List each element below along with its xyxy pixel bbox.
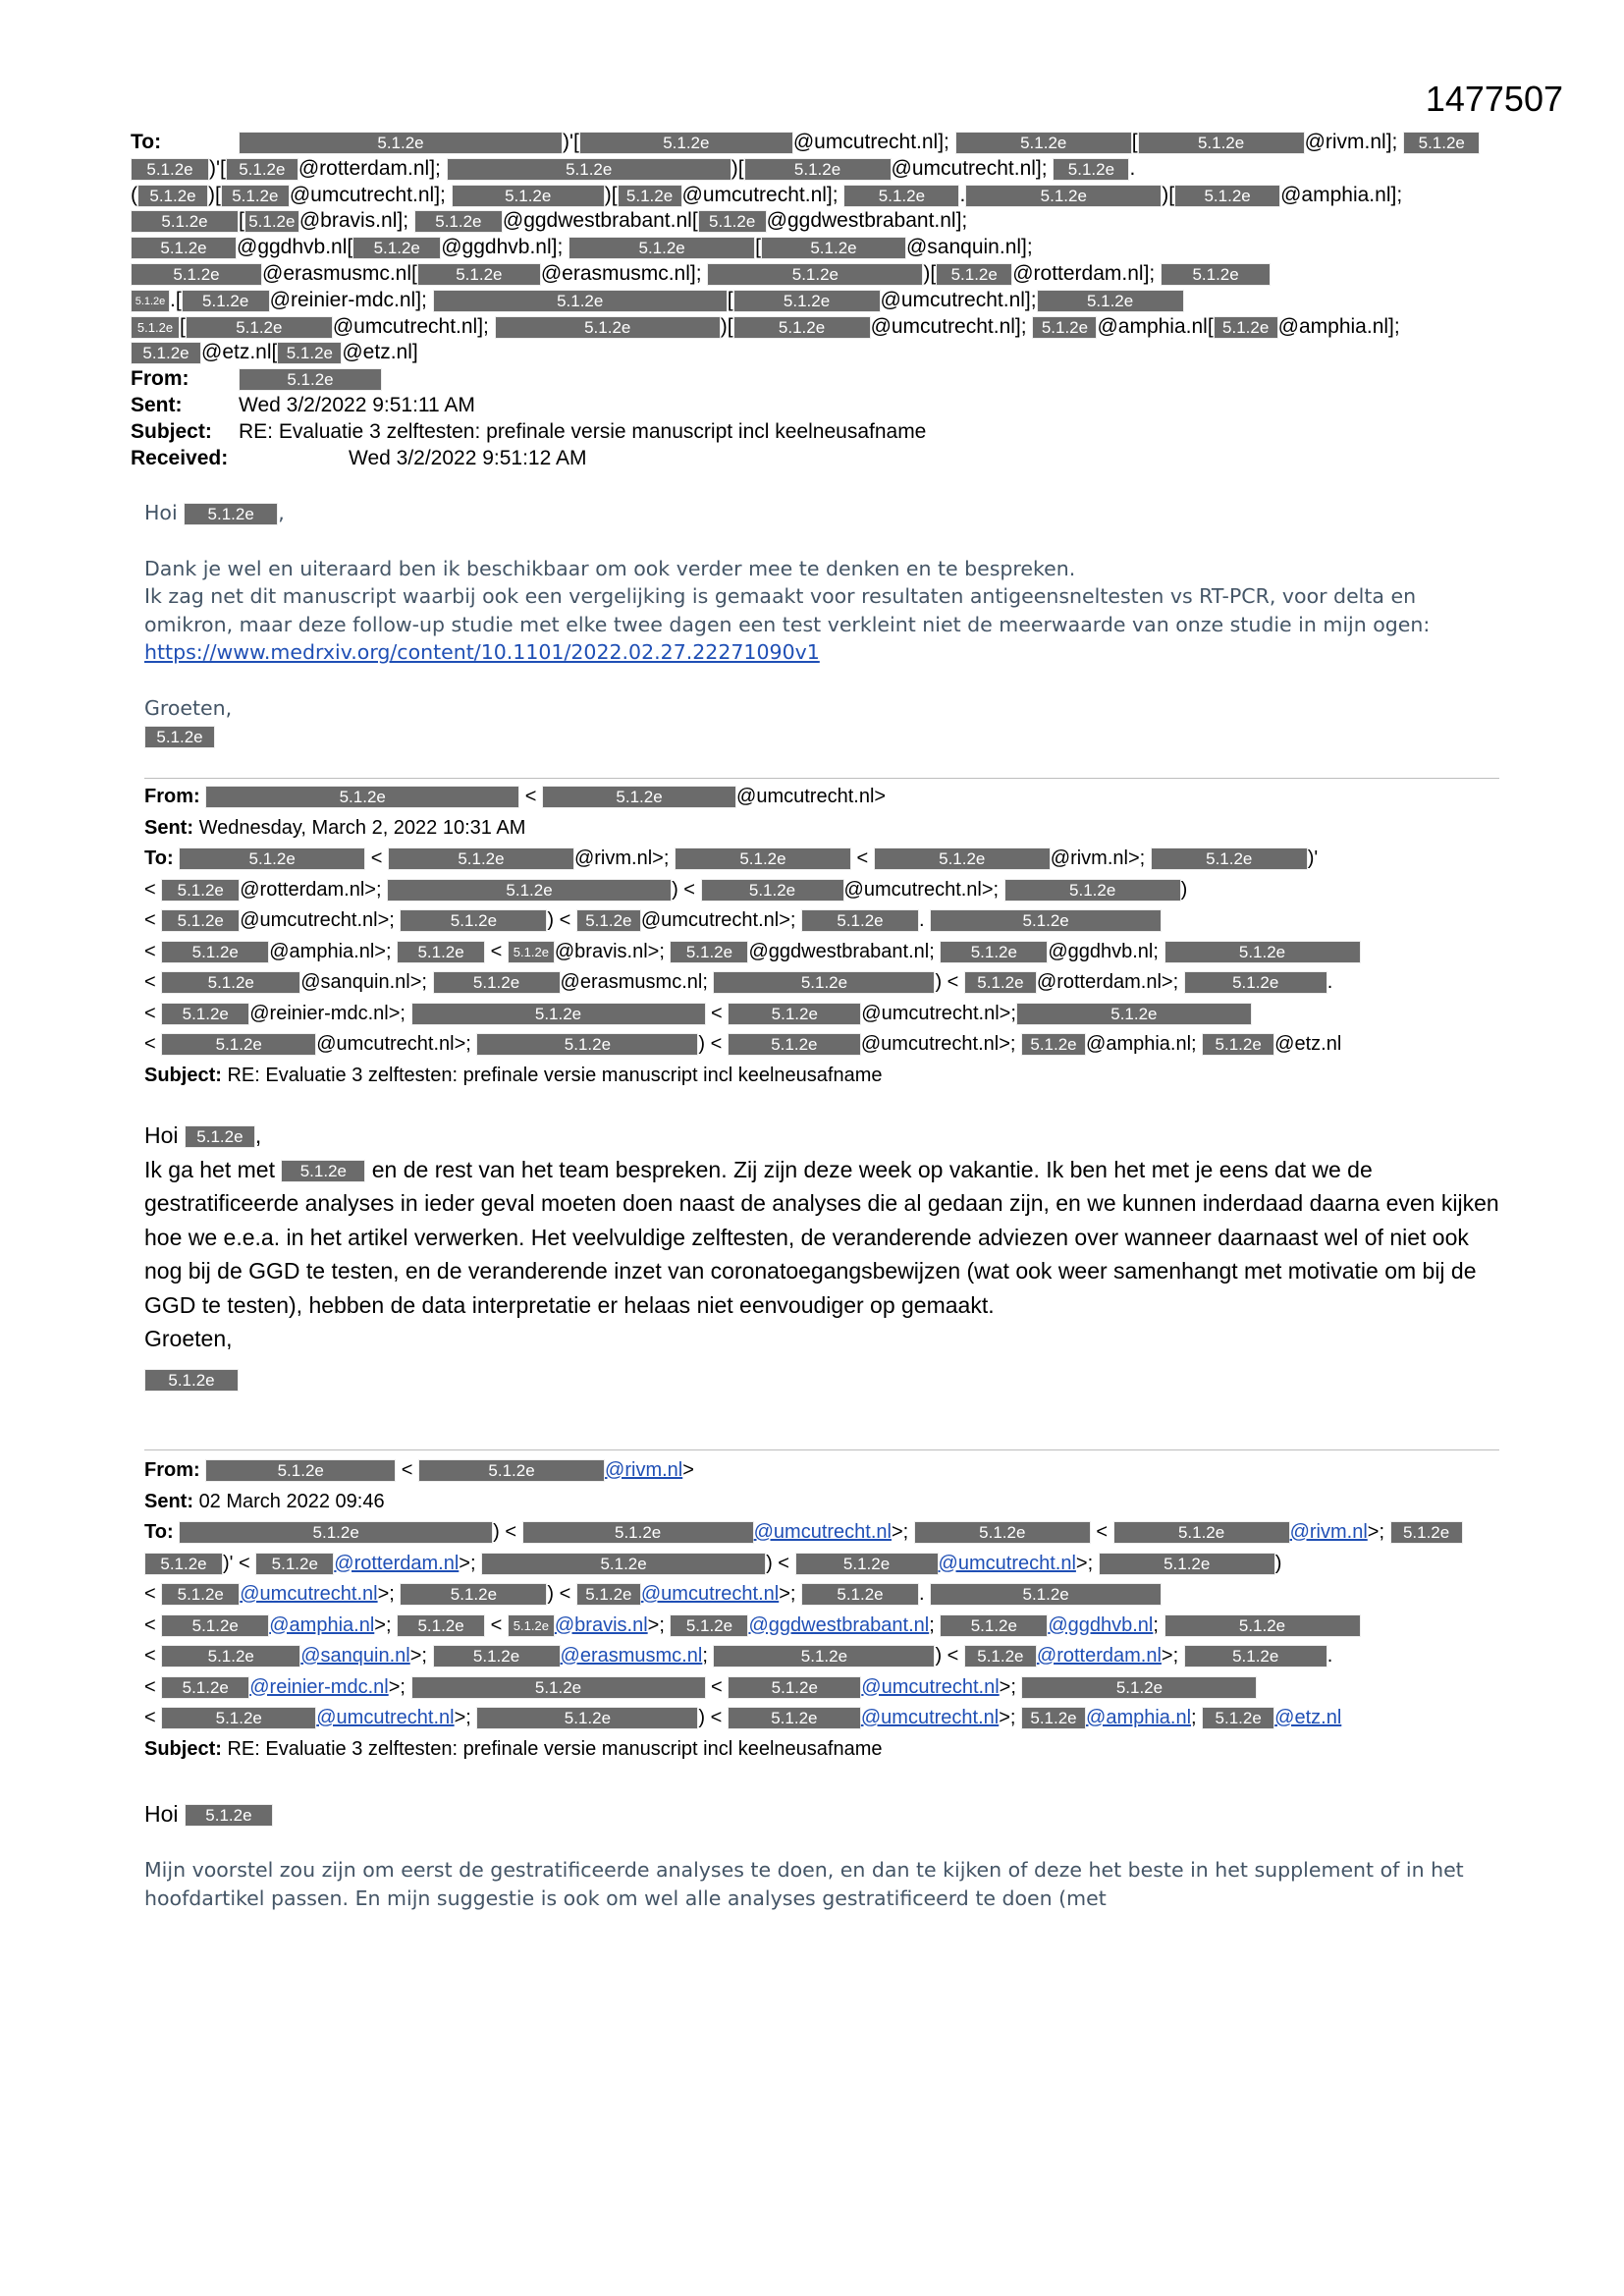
email-domain: @umcutrecht.nl];: [289, 183, 446, 206]
sent-value: Wed 3/2/2022 9:51:11 AM: [239, 393, 475, 416]
email-domain: @erasmusmc.nl[: [262, 261, 417, 285]
email-domain: @umcutrecht.nl>;: [860, 1033, 1016, 1055]
email-domain: @umcutrecht.nl];: [792, 131, 949, 153]
redaction: 5.1.2e: [161, 879, 240, 902]
redaction: 5.1.2e: [579, 132, 793, 154]
redaction: 5.1.2e: [400, 1583, 547, 1606]
redaction: 5.1.2e: [1164, 941, 1361, 963]
redaction: 5.1.2e: [733, 290, 881, 312]
redaction: 5.1.2e: [388, 847, 574, 870]
email-domain[interactable]: @rotterdam.nl: [1036, 1645, 1162, 1667]
body-text: Mijn voorstel zou zijn om eerst de gestratificeerde analyses te doen, en dan te kijken of deze het beste in het supplement of in het hoofdartikel passen. En mijn suggestie is ook om wel alle analyses gestratificeerd te doen (met: [144, 1858, 1464, 1910]
body-text: en de rest van het team bespreken. Zij zijn deze week op vakantie. Ik ben het met je eens dat we de gestratificeerde analyses in ieder geval moeten doen naast de analyses die al gedaan zijn, en we kunnen inderdaad daarna even kijken hoe we e.e.a. in het artikel verwerken. Het veelvuldige zelftesten, de veranderende adviezen over wanneer daarnaast wel of niet ook nog bij de GGD te testen, en de veranderende inzet van coronatoegangsbewijzen (wat ook weer samenhangt met motivatie om bij de GGD te testen), hebben de data interpretatie er helaas niet eenvoudiger op gemaakt.: [144, 1156, 1499, 1318]
email-domain: @bravis.nl];: [298, 209, 409, 233]
email-domain[interactable]: @rivm.nl: [605, 1459, 683, 1481]
redaction: 5.1.2e: [131, 263, 262, 286]
redaction: 5.1.2e: [728, 1033, 861, 1056]
paragraph: Ik zag net dit manuscript waarbij ook een vergelijking is gemaakt voor resultaten antigeensneltesten vs RT-PCR, voor delta en omikron, maar deze follow-up studie met elke twee dagen een test verkleint niet de meerwaarde van onze studie in mijn ogen:: [144, 584, 1431, 636]
redaction: 5.1.2e: [801, 909, 919, 932]
email-domain: @umcutrecht.nl];: [332, 314, 489, 338]
email-domain[interactable]: @bravis.nl: [554, 1613, 648, 1636]
redaction: 5.1.2e: [131, 290, 170, 312]
redaction: 5.1.2e: [576, 1583, 641, 1606]
redaction: 5.1.2e: [161, 941, 269, 963]
email-domain: @etz.nl[: [201, 341, 278, 364]
redaction: 5.1.2e: [185, 1125, 255, 1148]
redaction: 5.1.2e: [161, 1033, 316, 1056]
email-domain: @reinier-mdc.nl>;: [249, 1002, 406, 1024]
email-domain: @sanquin.nl];: [905, 236, 1033, 259]
redaction: 5.1.2e: [161, 909, 240, 932]
email-domain[interactable]: @sanquin.nl: [300, 1645, 410, 1667]
email-domain: @umcutrecht.nl];: [891, 156, 1048, 180]
redaction: 5.1.2e: [131, 316, 180, 339]
email-domain[interactable]: @umcutrecht.nl: [640, 1583, 780, 1605]
email-domain: @amphia.nl];: [1277, 314, 1400, 338]
email-domain: @ggdwestbrabant.nl];: [766, 209, 968, 233]
redaction: 5.1.2e: [1021, 1676, 1257, 1699]
redaction: 5.1.2e: [568, 237, 755, 259]
email-domain: @amphia.nl];: [1280, 183, 1403, 206]
redaction: 5.1.2e: [670, 1614, 748, 1637]
subject-label: Subject:: [144, 1737, 222, 1760]
redaction: 5.1.2e: [418, 1459, 605, 1482]
to-label: To:: [144, 847, 174, 869]
redaction: 5.1.2e: [144, 1553, 223, 1575]
redaction: 5.1.2e: [137, 185, 208, 207]
redaction: 5.1.2e: [522, 1521, 754, 1544]
email-domain[interactable]: @ggdwestbrabant.nl: [748, 1613, 930, 1636]
email-domain: @ggdwestbrabant.nl;: [748, 940, 935, 962]
email-domain: @rivm.nl>;: [1050, 847, 1146, 869]
redaction: 5.1.2e: [414, 210, 503, 233]
redaction: 5.1.2e: [713, 1645, 935, 1667]
email-domain: @rivm.nl>;: [573, 847, 670, 869]
redaction: 5.1.2e: [930, 909, 1162, 932]
redaction: 5.1.2e: [205, 1459, 396, 1482]
redaction: 5.1.2e: [433, 1645, 561, 1667]
redaction: 5.1.2e: [476, 1033, 698, 1056]
redaction: 5.1.2e: [433, 971, 561, 994]
email-domain: @umcutrecht.nl>;: [861, 1002, 1016, 1024]
sent-value: 02 March 2022 09:46: [198, 1490, 385, 1512]
redaction: 5.1.2e: [179, 1521, 493, 1544]
redaction: 5.1.2e: [508, 941, 555, 963]
redaction: 5.1.2e: [387, 879, 672, 902]
email-domain: @umcutrecht.nl>;: [240, 909, 395, 931]
redaction: 5.1.2e: [131, 342, 201, 364]
email-domain[interactable]: @ggdhvb.nl: [1048, 1613, 1154, 1636]
redaction: 5.1.2e: [1099, 1553, 1275, 1575]
sent-value: Wednesday, March 2, 2022 10:31 AM: [198, 816, 526, 839]
redaction: 5.1.2e: [255, 1553, 334, 1575]
redaction: 5.1.2e: [186, 316, 333, 339]
email2-body: Hoi 5.1.2e , Ik ga het met 5.1.2e en de rest van het team bespreken. Zij zijn deze week op vakantie. Ik ben het met je eens dat we de gestratificeerde analyses in ieder geval moeten doen naast de analyses die al gedaan zijn, en we kunnen inderdaad daarna even kijken hoe we e.e.a. in het artikel verwerken. Het veelvuldige zelftesten, de veranderende adviezen over wanneer daarnaast wel of niet ook nog bij de GGD te testen, en de veranderende inzet van coronatoegangsbewijzen (wat ook weer samenhangt met motivatie om bij de GGD te testen), hebben de data interpretatie er helaas niet eenvoudiger op gemaakt. Groeten, 5.1.2e: [144, 1119, 1509, 1395]
redaction: 5.1.2e: [1174, 185, 1280, 207]
sent-label: Sent:: [131, 393, 183, 416]
redaction: 5.1.2e: [239, 132, 563, 154]
separator: [144, 1449, 1499, 1450]
redaction: 5.1.2e: [1214, 316, 1278, 339]
email-domain: @amphia.nl;: [1086, 1033, 1197, 1055]
redaction: 5.1.2e: [965, 185, 1162, 207]
body-text: Ik ga het met: [144, 1156, 275, 1182]
from-label: From:: [144, 786, 200, 807]
email-domain[interactable]: @umcutrecht.nl: [240, 1583, 378, 1605]
redaction: 5.1.2e: [728, 1707, 861, 1729]
redaction: 5.1.2e: [1037, 290, 1184, 312]
sent-label: Sent:: [144, 816, 193, 839]
email-domain[interactable]: @reinier-mdc.nl: [249, 1675, 389, 1698]
email-domain[interactable]: @umcutrecht.nl: [316, 1707, 455, 1728]
redaction: 5.1.2e: [1202, 1033, 1274, 1056]
paragraph: Dank je wel en uiteraard ben ik beschikbaar om ook verder mee te denken en te bespreken.: [144, 556, 1076, 580]
redaction: 5.1.2e: [131, 210, 239, 233]
email-domain: @umcutrecht.nl];: [681, 183, 839, 206]
top-email-header: To: 5.1.2e )'[ 5.1.2e @umcutrecht.nl]; 5.1.2e [ 5.1.2e @rivm.nl]; 5.1.2e 5.1.2e )'[ 5.1.2e @rotterdam.nl]; 5.1.2e )[ 5.1.2e @umcutrecht.nl]; 5.1.2e . ( 5.1.2e )[ 5.1.2e @umcutrecht.nl]; 5.1.2e )[ 5.1.2e @umcutrecht.nl]; 5.1.2e . 5.1.2e )[ 5.1.2e @amphia.nl]; 5.1.2e [ 5.1.2e @bravis.nl]; 5.1.2e @ggdwestbrabant.nl[ 5.1.2e @ggdwestbrabant.nl]; 5.1.2e @ggdhvb.nl[ 5.1.2e @ggdhvb.nl]; 5.1.2e [ 5.1.2e @sanquin.nl]; 5.1.2e @erasmusmc.nl[ 5.1.2e @erasmusmc.nl]; 5.1.2e )[ 5.1.2e @rotterdam.nl]; 5.1.2e 5.1.2e .[ 5.1.2e @reinier-mdc.nl]; 5.1.2e [ 5.1.2e @umcutrecht.nl]; 5.1.2e 5.1.2e [ 5.1.2e @umcutrecht.nl]; 5.1.2e )[ 5.1.2e @umcutrecht.nl]; 5.1.2e @amphia.nl[ 5.1.2e @amphia.nl]; 5.1.2e @etz.nl[ 5.1.2e @etz.nl] From: 5.1.2e Sent: Wed 3/2/2022 9:51:11 AM Subject: RE: Evaluatie 3 zelftesten: prefinale versie manuscript incl keelneusafname Received: Wed 3/2/2022 9:51:12 AM: [131, 130, 1525, 471]
redaction: 5.1.2e: [411, 1003, 706, 1025]
email-domain[interactable]: @erasmusmc.nl: [560, 1645, 703, 1667]
subject-value: RE: Evaluatie 3 zelftesten: prefinale versie manuscript incl keelneusafname: [227, 1064, 883, 1086]
redaction: 5.1.2e: [352, 237, 441, 259]
email-domain: @rotterdam.nl];: [1012, 261, 1156, 285]
sent-label: Sent:: [144, 1490, 193, 1512]
redaction: 5.1.2e: [670, 941, 748, 963]
greeting: Hoi: [144, 1801, 179, 1827]
redaction: 5.1.2e: [728, 1003, 861, 1025]
redaction: 5.1.2e: [914, 1521, 1091, 1544]
email3-greeting-block: [144, 1797, 1509, 1831]
separator: [144, 778, 1499, 779]
redaction: 5.1.2e: [576, 909, 641, 932]
redaction: 5.1.2e: [618, 185, 682, 207]
email-domain: @rotterdam.nl>;: [1036, 971, 1179, 993]
email-domain[interactable]: @umcutrecht.nl: [860, 1707, 1000, 1728]
redaction: 5.1.2e: [447, 158, 731, 181]
redaction: 5.1.2e: [1021, 1033, 1086, 1056]
redaction: 5.1.2e: [1164, 1614, 1361, 1637]
email-domain: @umcutrecht.nl>: [736, 786, 887, 807]
redaction: 5.1.2e: [542, 786, 736, 808]
redaction: 5.1.2e: [452, 185, 605, 207]
redaction: 5.1.2e: [744, 158, 892, 181]
redaction: 5.1.2e: [244, 210, 299, 233]
redaction: 5.1.2e: [1151, 847, 1308, 870]
subject-label: Subject:: [144, 1064, 222, 1086]
from-label: From:: [144, 1459, 200, 1481]
closing: Groeten,: [144, 695, 233, 720]
email3-body: [144, 1856, 1509, 1912]
redaction: 5.1.2e: [940, 941, 1048, 963]
redaction: 5.1.2e: [801, 1583, 919, 1606]
to-label: To:: [144, 1521, 174, 1543]
closing: Groeten,: [144, 1326, 233, 1351]
email-domain: @rivm.nl];: [1304, 131, 1398, 153]
redaction: 5.1.2e: [397, 941, 485, 963]
redaction: 5.1.2e: [131, 237, 237, 259]
redaction: 5.1.2e: [1016, 1003, 1252, 1025]
redaction: 5.1.2e: [161, 1645, 300, 1667]
email-domain[interactable]: @umcutrecht.nl: [938, 1552, 1076, 1574]
email-domain[interactable]: @umcutrecht.nl: [753, 1521, 892, 1543]
email-domain[interactable]: @etz.nl: [1274, 1707, 1342, 1728]
redaction: 5.1.2e: [1184, 971, 1327, 994]
redaction: 5.1.2e: [205, 786, 519, 808]
redaction: 5.1.2e: [161, 1583, 240, 1606]
redaction: 5.1.2e: [226, 158, 298, 181]
redaction: 5.1.2e: [940, 1614, 1048, 1637]
medrxiv-link[interactable]: https://www.medrxiv.org/content/10.1101/2022.02.27.22271090v1: [144, 640, 820, 664]
email-domain: @ggdwestbrabant.nl[: [502, 209, 698, 233]
redaction: 5.1.2e: [936, 263, 1012, 286]
email-domain: @reinier-mdc.nl];: [269, 288, 427, 311]
redaction: 5.1.2e: [1202, 1707, 1274, 1729]
email-domain: @rotterdam.nl];: [298, 156, 441, 180]
redaction: 5.1.2e: [182, 290, 270, 312]
redaction: 5.1.2e: [795, 1553, 939, 1575]
to-label: To:: [131, 131, 162, 153]
email-domain: @etz.nl: [1274, 1033, 1342, 1055]
email-domain: @umcutrecht.nl];: [870, 314, 1027, 338]
redaction: 5.1.2e: [161, 1676, 249, 1699]
email-domain: @ggdhvb.nl];: [441, 236, 564, 259]
redaction: 5.1.2e: [433, 290, 728, 312]
email-domain: @etz.nl]: [342, 341, 418, 364]
redaction: 5.1.2e: [698, 210, 767, 233]
redaction: 5.1.2e: [1032, 316, 1097, 339]
redaction: 5.1.2e: [733, 316, 871, 339]
redaction: 5.1.2e: [131, 158, 209, 181]
redaction: 5.1.2e: [397, 1614, 485, 1637]
redaction: 5.1.2e: [955, 132, 1132, 154]
redaction: 5.1.2e: [930, 1583, 1162, 1606]
redaction: 5.1.2e: [1113, 1521, 1290, 1544]
email-domain: @amphia.nl[: [1097, 314, 1214, 338]
redaction: 5.1.2e: [495, 316, 721, 339]
redaction: 5.1.2e: [184, 503, 278, 525]
redaction: 5.1.2e: [1390, 1521, 1463, 1544]
redaction: 5.1.2e: [1138, 132, 1305, 154]
redaction: 5.1.2e: [1021, 1707, 1086, 1729]
email-domain: @umcutrecht.nl>;: [640, 909, 796, 931]
redaction: 5.1.2e: [161, 971, 300, 994]
redaction: 5.1.2e: [281, 1160, 365, 1182]
reply1-body: Hoi 5.1.2e , Dank je wel en uiteraard ben ik beschikbaar om ook verder mee te denken en te bespreken. Ik zag net dit manuscript waarbij ook een vergelijking is gemaakt voor resultaten antigeensneltesten vs RT-PCR, voor delta en omikron, maar deze follow-up studie met elke twee dagen een test verkleint niet de meerwaarde van onze studie in mijn ogen: https://www.medrxiv.org/content/10.1101/2022.02.27.22271090v1 Groeten, 5.1.2e: [144, 499, 1509, 750]
redaction: 5.1.2e: [843, 185, 959, 207]
redaction: 5.1.2e: [964, 971, 1037, 994]
email-domain: @umcutrecht.nl>;: [843, 878, 1000, 901]
redaction: 5.1.2e: [400, 909, 547, 932]
redaction: 5.1.2e: [508, 1614, 555, 1637]
received-label: Received:: [131, 446, 229, 469]
redaction: 5.1.2e: [728, 1676, 861, 1699]
redaction: 5.1.2e: [185, 1804, 273, 1827]
redaction: 5.1.2e: [1053, 158, 1129, 181]
redaction: 5.1.2e: [1184, 1645, 1327, 1667]
redaction: 5.1.2e: [417, 263, 541, 286]
redaction: 5.1.2e: [713, 971, 935, 994]
redaction: 5.1.2e: [161, 1003, 249, 1025]
email-domain[interactable]: @umcutrecht.nl: [861, 1675, 1000, 1698]
redaction: 5.1.2e: [161, 1614, 269, 1637]
email-domain[interactable]: @amphia.nl: [1086, 1707, 1192, 1728]
email-domain: @umcutrecht.nl];: [880, 288, 1037, 311]
greeting: Hoi: [144, 1122, 179, 1148]
email-domain[interactable]: @amphia.nl: [269, 1613, 375, 1636]
redaction: 5.1.2e: [277, 342, 342, 364]
greeting: Hoi: [144, 501, 178, 524]
redaction: 5.1.2e: [1161, 263, 1271, 286]
redaction: 5.1.2e: [221, 185, 290, 207]
redaction: 5.1.2e: [874, 847, 1051, 870]
subject-value: RE: Evaluatie 3 zelftesten: prefinale versie manuscript incl keelneusafname: [239, 419, 927, 443]
redaction: 5.1.2e: [761, 237, 906, 259]
email-domain: @amphia.nl>;: [269, 940, 392, 962]
from-label: From:: [131, 367, 189, 391]
email-domain[interactable]: @rotterdam.nl: [334, 1552, 460, 1574]
redaction: 5.1.2e: [161, 1707, 316, 1729]
email-domain[interactable]: @rivm.nl: [1289, 1521, 1368, 1543]
email-domain: @erasmusmc.nl;: [560, 971, 708, 993]
redaction: 5.1.2e: [1403, 132, 1480, 154]
email-domain: @rotterdam.nl>;: [240, 878, 382, 901]
redaction: 5.1.2e: [481, 1553, 766, 1575]
redaction: 5.1.2e: [239, 368, 382, 391]
redaction: 5.1.2e: [144, 726, 215, 748]
redaction: 5.1.2e: [1004, 879, 1181, 902]
email-domain: @bravis.nl>;: [554, 940, 665, 962]
email3-header: From: 5.1.2e < 5.1.2e @rivm.nl> Sent: 02 March 2022 09:46 To: 5.1.2e ) < 5.1.2e @umcutrecht.nl>; 5.1.2e < 5.1.2e @rivm.nl>; 5.1.2e 5.1.2e )' < 5.1.2e @rotterdam.nl>; 5.1.2e ) < 5.1.2e @umcutrecht.nl>; 5.1.2e ) < 5.1.2e @umcutrecht.nl>; 5.1.2e ) < 5.1.2e @umcutrecht.nl>; 5.1.2e . 5.1.2e < 5.1.2e @amphia.nl>; 5.1.2e < 5.1.2e @bravis.nl>; 5.1.2e @ggdwestbrabant.nl; 5.1.2e @ggdhvb.nl; 5.1.2e < 5.1.2e @sanquin.nl>; 5.1.2e @erasmusmc.nl; 5.1.2e ) < 5.1.2e @rotterdam.nl>; 5.1.2e . < 5.1.2e @reinier-mdc.nl>; 5.1.2e < 5.1.2e @umcutrecht.nl>; 5.1.2e < 5.1.2e @umcutrecht.nl>; 5.1.2e ) < 5.1.2e @umcutrecht.nl>; 5.1.2e @amphia.nl; 5.1.2e @etz.nl Subject: RE: Evaluatie 3 zelftesten: prefinale versie manuscript incl keelneusafname: [144, 1455, 1519, 1765]
received-value: Wed 3/2/2022 9:51:12 AM: [349, 446, 587, 469]
email-domain: @ggdhvb.nl;: [1048, 940, 1159, 962]
subject-value: RE: Evaluatie 3 zelftesten: prefinale versie manuscript incl keelneusafname: [227, 1737, 883, 1760]
redaction: 5.1.2e: [411, 1676, 706, 1699]
redaction: 5.1.2e: [964, 1645, 1037, 1667]
redaction: 5.1.2e: [675, 847, 851, 870]
redaction: 5.1.2e: [707, 263, 923, 286]
redaction: 5.1.2e: [179, 847, 365, 870]
email2-header: From: 5.1.2e < 5.1.2e @umcutrecht.nl> Sent: Wednesday, March 2, 2022 10:31 AM To: 5.1.2e < 5.1.2e @rivm.nl>; 5.1.2e < 5.1.2e @rivm.nl>; 5.1.2e )' < 5.1.2e @rotterdam.nl>; 5.1.2e ) < 5.1.2e @umcutrecht.nl>; 5.1.2e ) < 5.1.2e @umcutrecht.nl>; 5.1.2e ) < 5.1.2e @umcutrecht.nl>; 5.1.2e . 5.1.2e < 5.1.2e @amphia.nl>; 5.1.2e < 5.1.2e @bravis.nl>; 5.1.2e @ggdwestbrabant.nl; 5.1.2e @ggdhvb.nl; 5.1.2e < 5.1.2e @sanquin.nl>; 5.1.2e @erasmusmc.nl; 5.1.2e ) < 5.1.2e @rotterdam.nl>; 5.1.2e . < 5.1.2e @reinier-mdc.nl>; 5.1.2e < 5.1.2e @umcutrecht.nl>; 5.1.2e < 5.1.2e @umcutrecht.nl>; 5.1.2e ) < 5.1.2e @umcutrecht.nl>; 5.1.2e @amphia.nl; 5.1.2e @etz.nl Subject: RE: Evaluatie 3 zelftesten: prefinale versie manuscript incl keelneusafname: [144, 782, 1519, 1091]
email-domain: @sanquin.nl>;: [300, 971, 427, 993]
page-number: 1477507: [1425, 79, 1563, 119]
email-domain: @ggdhvb.nl[: [237, 236, 353, 259]
redaction: 5.1.2e: [701, 879, 844, 902]
email-domain: @umcutrecht.nl>;: [316, 1033, 471, 1055]
subject-label: Subject:: [131, 419, 212, 443]
redaction: 5.1.2e: [144, 1369, 239, 1392]
email-domain: @erasmusmc.nl];: [540, 261, 702, 285]
redaction: 5.1.2e: [476, 1707, 698, 1729]
